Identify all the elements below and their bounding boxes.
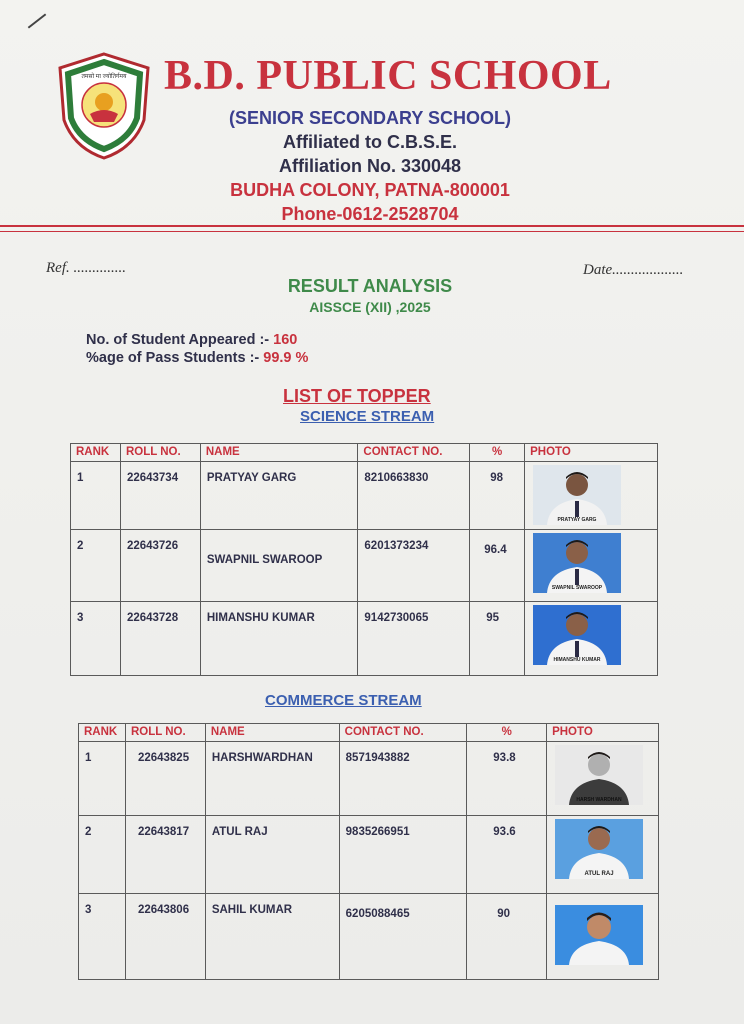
col-contact: CONTACT NO. [339,724,467,742]
pen-mark [28,13,47,28]
student-photo [533,605,621,665]
table-row [71,462,658,530]
name-cell: HIMANSHU KUMAR [200,602,358,676]
photo-caption: SWAPNIL SWAROOP [552,585,603,591]
table-row [79,742,659,816]
rank-cell: 2 [79,816,126,894]
science-stream-title: SCIENCE STREAM [300,408,435,425]
header-rule [0,225,744,227]
science-topper-table [70,443,658,676]
date-field: Date................... [583,262,684,278]
topper-list-title: LIST OF TOPPER [283,386,431,406]
name-cell: SWAPNIL SWAROOP [200,530,358,602]
photo-caption: PRATYAY GARG [557,517,597,523]
phone: Phone-0612-2528704 [281,204,459,224]
col-roll: ROLL NO. [120,444,200,462]
percent-cell: 90 [467,894,547,980]
affiliation-number: Affiliation No. 330048 [278,156,462,176]
student-photo [533,533,621,593]
contact-cell: 8571943882 [339,742,467,816]
pass-percentage [86,350,308,366]
rank-cell: 1 [79,742,126,816]
col-photo: PHOTO [547,724,659,742]
photo-cell [547,816,659,894]
roll-cell: 22643728 [120,602,200,676]
photo-caption: HARSH WARDHAN [576,797,622,803]
pass-value: 99.9 % [263,350,309,366]
logo-motto: तमसो मा ज्योतिर्गमय [81,74,127,80]
contact-cell: 9835266951 [339,816,467,894]
table-row [79,894,659,980]
rank-cell: 3 [79,894,126,980]
percent-cell: 96.4 [470,530,525,602]
photo-caption: ATUL RAJ [584,871,614,877]
roll-cell: 22643817 [125,816,205,894]
address: BUDHA COLONY, PATNA-800001 [230,180,510,200]
name-cell: PRATYAY GARG [200,462,358,530]
appeared-label: No. of Student Appeared :- [86,332,270,348]
rank-cell: 1 [71,462,121,530]
roll-cell: 22643806 [125,894,205,980]
photo-cell [547,742,659,816]
rank-cell: 3 [71,602,121,676]
table-row [79,816,659,894]
col-name: NAME [200,444,358,462]
students-appeared [86,332,297,348]
student-photo [555,745,643,805]
roll-cell: 22643734 [120,462,200,530]
col-rank: RANK [71,444,121,462]
header-rule-thin [0,231,744,232]
col-roll: ROLL NO. [125,724,205,742]
col-rank: RANK [79,724,126,742]
col-photo: PHOTO [525,444,658,462]
rank-cell: 2 [71,530,121,602]
percent-cell: 95 [470,602,525,676]
affiliation: Affiliated to C.B.S.E. [282,132,457,152]
name-cell: ATUL RAJ [205,816,339,894]
col-percent: % [470,444,525,462]
student-photo [555,897,643,973]
photo-caption: HIMANSHU KUMAR [553,657,601,663]
contact-cell: 6205088465 [339,894,467,980]
school-logo-icon [54,50,154,160]
name-cell: HARSHWARDHAN [205,742,339,816]
name-cell: SAHIL KUMAR [205,894,339,980]
col-percent: % [467,724,547,742]
ref-field: Ref. .............. [46,260,126,276]
school-type: (SENIOR SECONDARY SCHOOL) [228,108,512,128]
student-photo [533,465,621,525]
commerce-topper-table [78,723,659,980]
student-photo [555,819,643,879]
percent-cell: 93.8 [467,742,547,816]
appeared-value: 160 [273,332,298,348]
pass-label: %age of Pass Students :- [86,350,260,366]
result-analysis-title: RESULT ANALYSIS [287,276,453,296]
photo-cell [547,894,659,980]
contact-cell: 9142730065 [358,602,470,676]
percent-cell: 93.6 [467,816,547,894]
photo-cell [525,602,658,676]
col-name: NAME [205,724,339,742]
exam-subtitle: AISSCE (XII) ,2025 [309,299,431,315]
roll-cell: 22643726 [120,530,200,602]
commerce-stream-title: COMMERCE STREAM [265,692,422,709]
table-row [71,602,658,676]
percent-cell: 98 [470,462,525,530]
contact-cell: 8210663830 [358,462,470,530]
photo-cell [525,530,658,602]
roll-cell: 22643825 [125,742,205,816]
table-row [71,530,658,602]
col-contact: CONTACT NO. [358,444,470,462]
school-name: B.D. PUBLIC SCHOOL [164,53,612,99]
photo-cell [525,462,658,530]
contact-cell: 6201373234 [358,530,470,602]
